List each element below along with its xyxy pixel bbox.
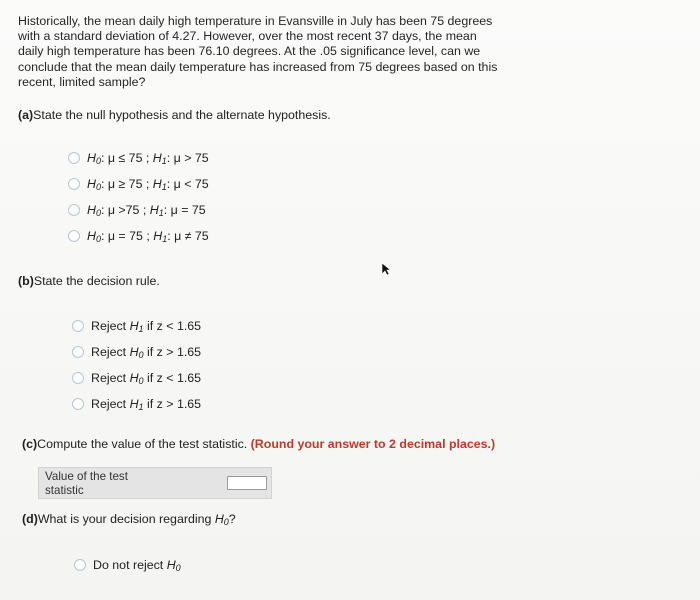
intro-line: Historically, the mean daily high temperature in Evansville in July has been 75 degrees — [18, 14, 493, 28]
test-statistic-label: Value of the test statistic — [45, 470, 128, 497]
hypothesis-option[interactable] — [68, 145, 209, 171]
test-statistic-input[interactable] — [227, 476, 267, 490]
test-statistic-row — [38, 467, 272, 499]
hypothesis-option-text: H0: μ >75 ; H1: μ = 75 — [87, 203, 206, 218]
part-a-label: (a) — [18, 108, 34, 122]
intro-line: recent, limited sample? — [18, 74, 146, 89]
part-b-label: (b) — [18, 274, 34, 288]
decision-rule-option[interactable] — [72, 339, 201, 365]
decision-rule-options — [72, 313, 201, 417]
decision-option-text: Do not reject H0 — [93, 558, 181, 573]
intro-line: with a standard deviation of 4.27. However, over the most recent 37 days, the mean — [18, 29, 477, 44]
problem-statement — [18, 14, 558, 90]
rounding-instruction: (Round your answer to 2 decimal places.) — [250, 437, 496, 451]
part-b-heading — [18, 274, 160, 288]
decision-rule-option[interactable] — [72, 365, 201, 391]
decision-rule-option[interactable] — [72, 313, 201, 339]
mouse-pointer-icon — [381, 262, 391, 276]
part-d-heading — [22, 512, 236, 526]
part-d-prompt: What is your decision regarding H0? — [37, 512, 236, 527]
decision-rule-option-text: Reject H0 if z > 1.65 — [91, 345, 202, 360]
decision-options — [74, 552, 181, 578]
part-a-heading — [18, 108, 331, 122]
radio-button-icon[interactable] — [68, 178, 80, 190]
decision-rule-option-text: Reject H1 if z < 1.65 — [91, 319, 202, 334]
hypothesis-option-text: H0: μ ≥ 75 ; H1: μ < 75 — [87, 177, 209, 192]
decision-rule-option[interactable] — [72, 391, 201, 417]
radio-button-icon[interactable] — [72, 398, 84, 410]
radio-button-icon[interactable] — [68, 230, 80, 242]
decision-rule-option-text: Reject H1 if z > 1.65 — [91, 397, 202, 412]
part-c-prompt: Compute the value of the test statistic. — [37, 437, 251, 451]
radio-button-icon[interactable] — [68, 152, 80, 164]
hypothesis-option[interactable] — [68, 223, 209, 249]
part-c-heading — [22, 437, 495, 451]
hypothesis-option-text: H0: μ ≤ 75 ; H1: μ > 75 — [87, 151, 209, 166]
hypothesis-option[interactable] — [68, 197, 209, 223]
intro-line: daily high temperature has been 76.10 degrees. At the .05 significance level, can we — [18, 44, 481, 59]
hypothesis-options — [68, 145, 209, 249]
hypothesis-option[interactable] — [68, 171, 209, 197]
decision-rule-option-text: Reject H0 if z < 1.65 — [91, 371, 202, 386]
part-a-prompt: State the null hypothesis and the alternate hypothesis. — [33, 108, 331, 122]
hypothesis-option-text: H0: μ = 75 ; H1: μ ≠ 75 — [87, 229, 209, 244]
radio-button-icon[interactable] — [68, 204, 80, 216]
part-d-label: (d) — [22, 512, 38, 526]
part-b-prompt: State the decision rule. — [33, 274, 160, 288]
radio-button-icon[interactable] — [72, 372, 84, 384]
part-c-label: (c) — [22, 437, 38, 451]
radio-button-icon[interactable] — [72, 346, 84, 358]
decision-option[interactable] — [74, 552, 181, 578]
intro-line: conclude that the mean daily temperature has increased from 75 degrees based on this — [18, 59, 498, 74]
radio-button-icon[interactable] — [74, 559, 86, 571]
radio-button-icon[interactable] — [72, 320, 84, 332]
